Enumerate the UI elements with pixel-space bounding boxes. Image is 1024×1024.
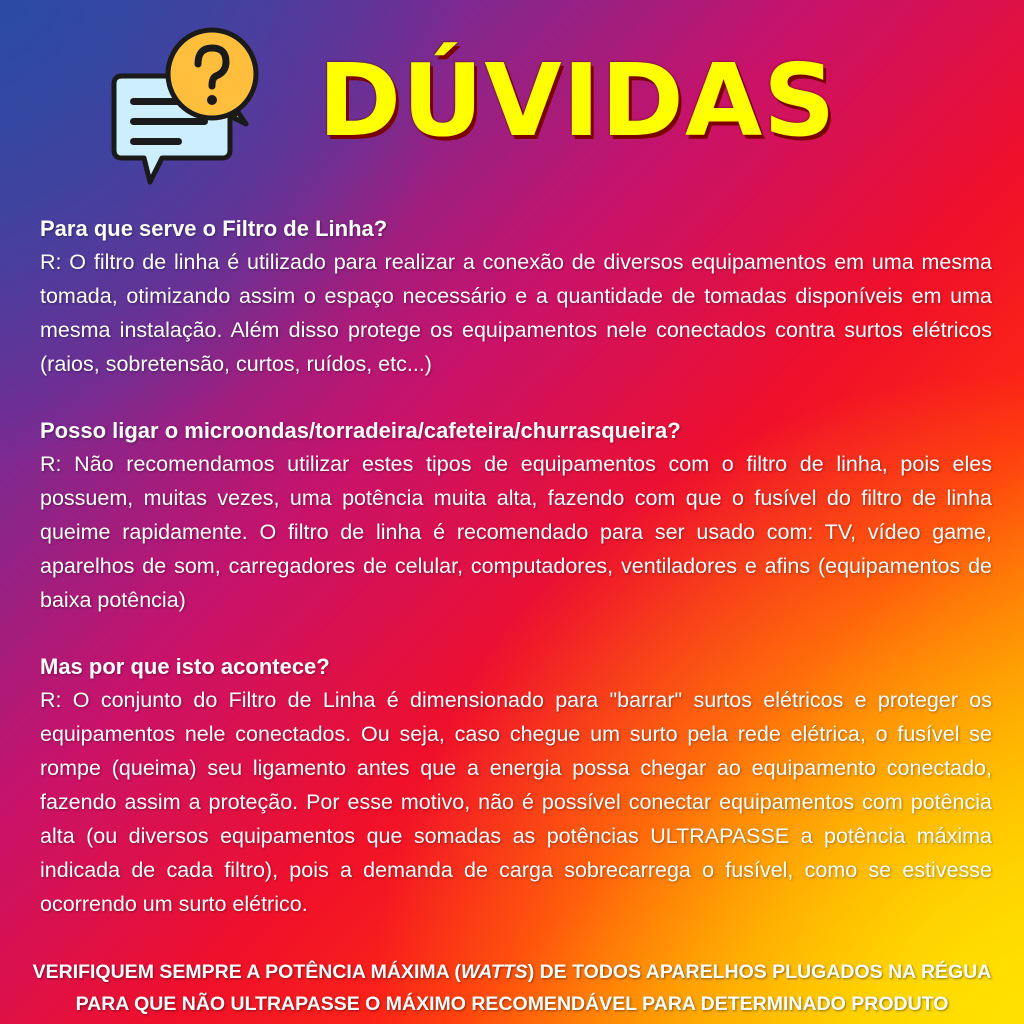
footer-line-2: PARA QUE NÃO ULTRAPASSE O MÁXIMO RECOMENDÁVEL PARA DETERMINADO PRODUTO — [75, 993, 949, 1015]
faq-answer: R: O conjunto do Filtro de Linha é dimensionado para "barrar" surtos elétricos e proteger os equipamentos nele conectados. Ou seja, caso chegue um surto pela rede elétrica, o fusível se rompe (queima) seu ligamento antes que a energia possa chegar ao equipamento conectado, fazendo assim a proteção. Por esse motivo, não é possível conectar equipamentos com potência alta (ou diversos equipamentos que somadas as potências ULTRAPASSE a potência máxima indicada de cada filtro), pois a demanda de carga sobrecarrega o fusível, como se estivesse ocorrendo um surto elétrico. — [40, 688, 992, 916]
footer-line-1 — [0, 956, 1024, 988]
header — [0, 0, 1024, 210]
faq-item — [40, 213, 992, 381]
faq-item — [40, 651, 992, 921]
page-title: DÚVIDAS — [318, 42, 837, 159]
faq-item — [40, 415, 992, 617]
faq-question: Para que serve o Filtro de Linha? — [40, 216, 388, 241]
faq-list — [40, 213, 992, 955]
footer-watts-emphasis: WATTS — [460, 961, 528, 983]
footer-line-1-end: ) DE TODOS APARELHOS PLUGADOS NA RÉGUA — [527, 961, 992, 983]
faq-answer: R: Não recomendamos utilizar estes tipos de equipamentos com o filtro de linha, pois eles possuem, muitas vezes, uma potência muita alta, fazendo com que o fusível do filtro de linha queime rapidamente. O filtro de linha é recomendado para ser usado com: TV, vídeo game, aparelhos de som, carregadores de celular, computadores, ventiladores e afins (equipamentos de baixa potência) — [40, 452, 992, 612]
footer-line-1-start: VERIFIQUEM SEMPRE A POTÊNCIA MÁXIMA ( — [32, 961, 461, 983]
faq-question: Posso ligar o microondas/torradeira/cafeteira/churrasqueira? — [40, 418, 681, 443]
footer-warning — [0, 956, 1024, 1020]
chat-question-bubbles-icon — [100, 22, 260, 187]
faq-question: Mas por que isto acontece? — [40, 654, 330, 679]
faq-answer: R: O filtro de linha é utilizado para realizar a conexão de diversos equipamentos em uma mesma tomada, otimizando assim o espaço necessário e a quantidade de tomadas disponíveis em uma mesma instalação. Além disso protege os equipamentos nele conectados contra surtos elétricos (raios, sobretensão, curtos, ruídos, etc...) — [40, 250, 992, 376]
